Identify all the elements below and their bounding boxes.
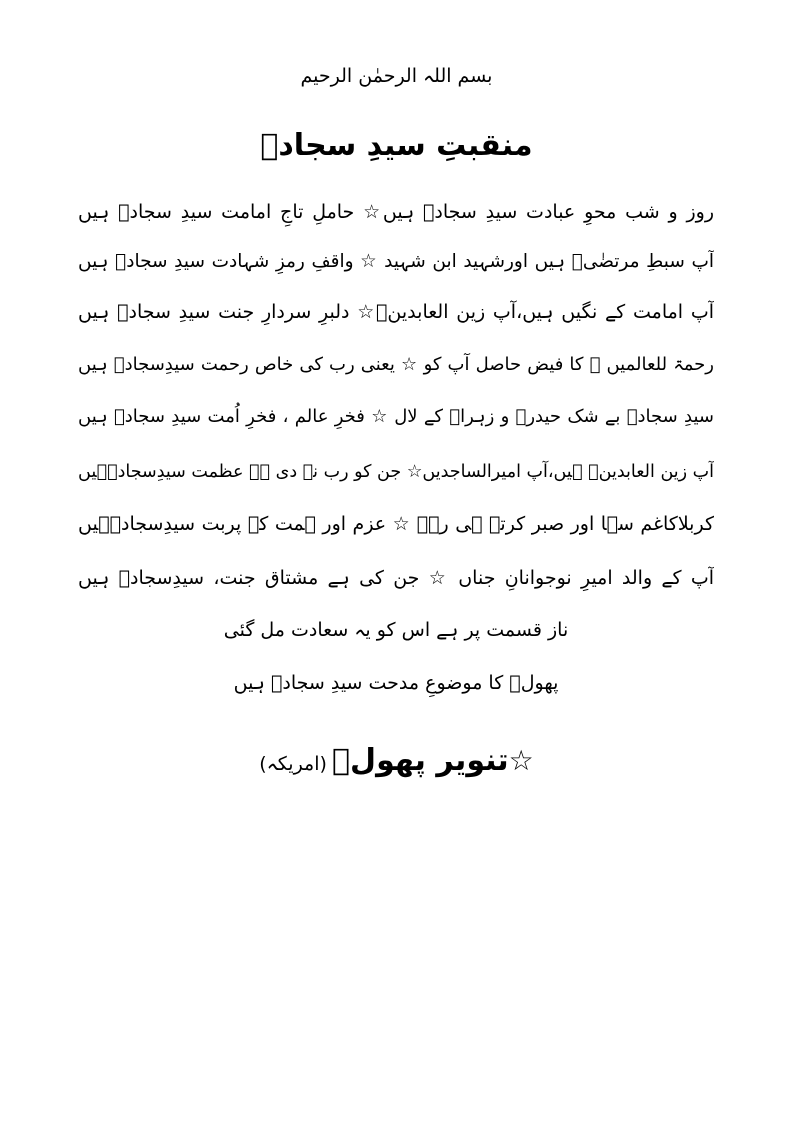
poem-title: منقبتِ سیدِ سجادؓ xyxy=(260,128,533,163)
verse-line-7: کربلاکاغم سہا اور صبر کرتے ہی رہے ☆ عزم اور ہمت کے پربت سیدِسجادؓہیں xyxy=(78,513,714,535)
poet-country: (امریکہ) xyxy=(259,753,327,775)
verse-line-1: روز و شب محوِ عبادت سیدِ سجادؓ ہیں☆ حاملِ تاجِ امامت سیدِ سجادؓ ہیں xyxy=(78,201,714,223)
verse-line-3: آپ امامت کے نگیں ہیں،آپ زین العابدینؓ☆ دلبرِ سردارِ جنت سیدِ سجادؓ ہیں xyxy=(78,301,714,323)
verse-line-6: آپ زین العابدینؓ ہیں،آپ امیرالساجدیں☆ جن کو رب نے دی ہے عظمت سیدِسجادؓہیں xyxy=(78,462,714,482)
closing-line-1: ناز قسمت پر ہے اس کو یہ سعادت مل گئی xyxy=(223,619,569,641)
closing-line-2: پھولؔ کا موضوعِ مدحت سیدِ سجادؓ ہیں xyxy=(233,672,559,694)
verse-line-4: رحمۃ للعالمیں ﷺ کا فیض حاصل آپ کو ☆ یعنی رب کی خاص رحمت سیدِسجادؓ ہیں xyxy=(78,354,714,375)
bismillah-heading: بسم اللہ الرحمٰن الرحیم xyxy=(300,65,493,87)
verse-line-8: آپ کے والد امیرِ نوجوانانِ جناں ☆ جن کی ہے مشتاق جنت، سیدِسجادؓ ہیں xyxy=(78,567,714,589)
poet-name: تنویر پھولؔ xyxy=(332,743,509,778)
verse-line-5: سیدِ سجادؓ بے شک حیدرؓ و زہراؓ کے لال ☆ فخرِ عالم ، فخرِ اُمت سیدِ سجادؓ ہیں xyxy=(78,406,714,427)
poet-signature xyxy=(0,738,793,788)
star-icon: ☆ xyxy=(508,744,534,777)
verse-line-2: آپ سبطِ مرتضٰیؓ ہیں اورشہید ابن شہید ☆ واقفِ رمزِ شہادت سیدِ سجادؓ ہیں xyxy=(78,251,714,272)
